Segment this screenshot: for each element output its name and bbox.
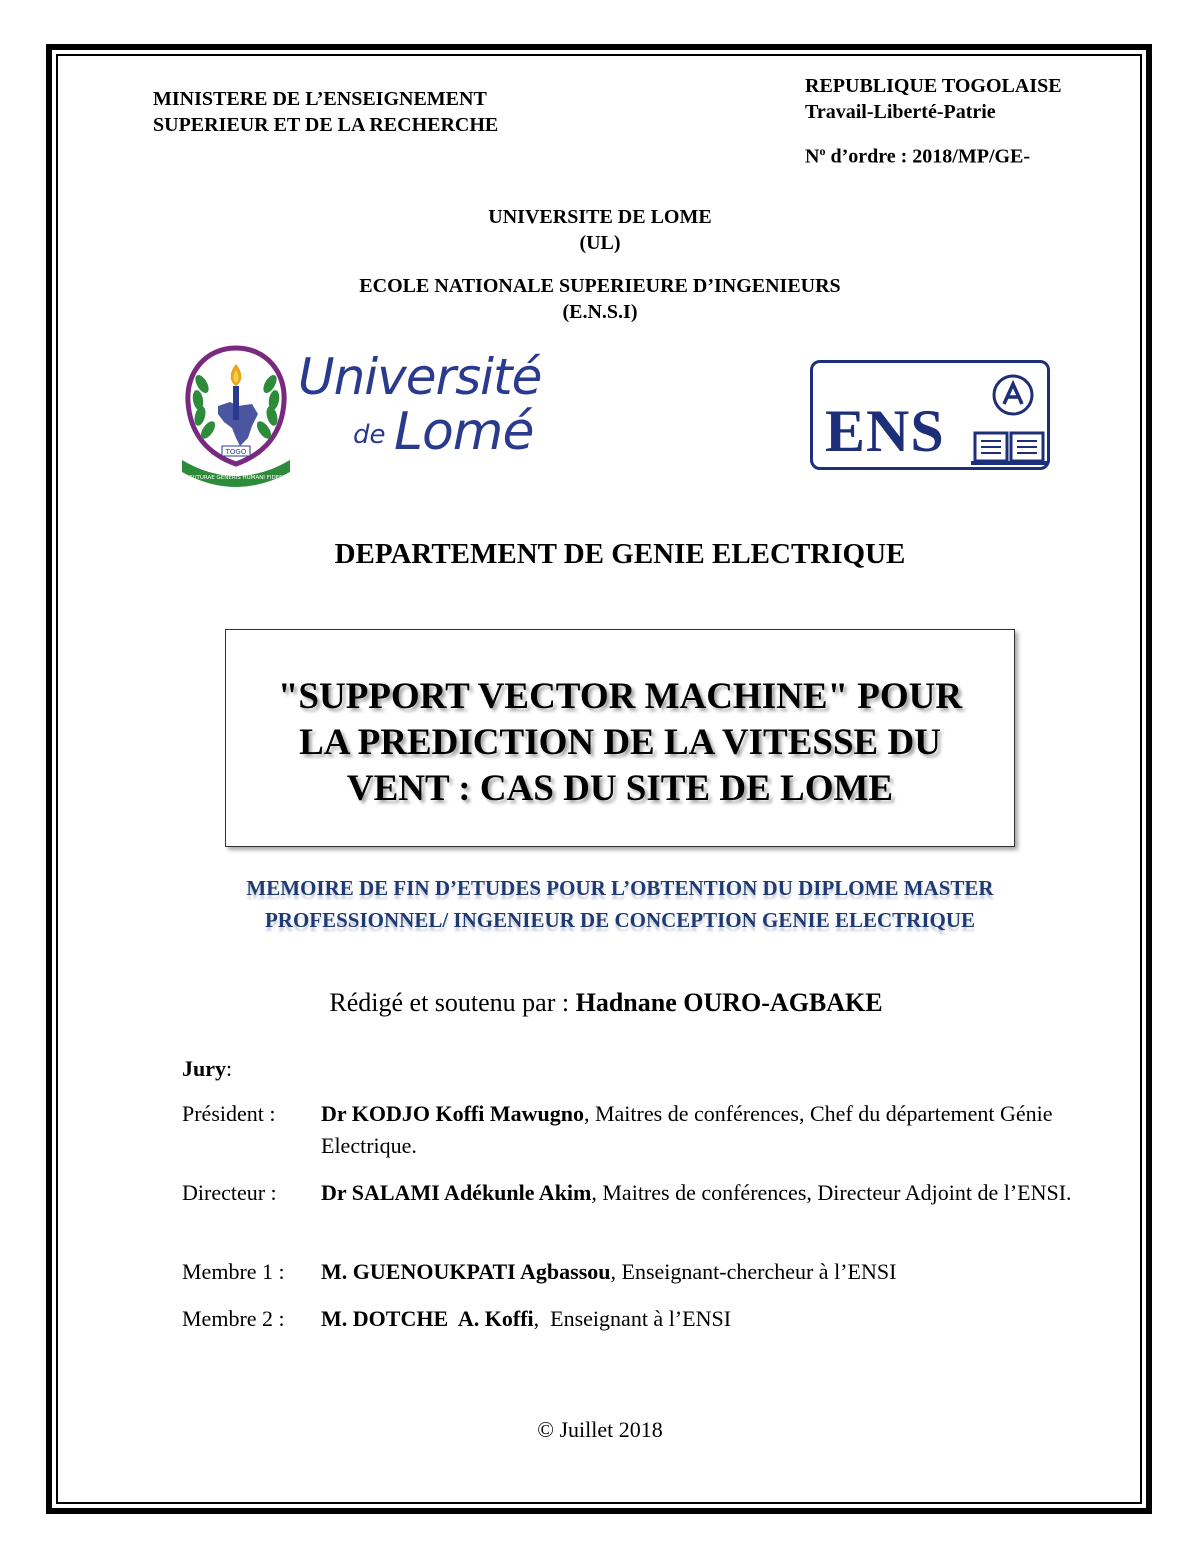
thesis-title-box: [225, 629, 1015, 847]
department-title: DEPARTEMENT DE GENIE ELECTRIQUE: [334, 538, 906, 570]
jury-colon: :: [226, 1056, 233, 1081]
author-name: Hadnane OURO-AGBAKE: [575, 988, 883, 1017]
logo-text-lome: Lomé: [394, 402, 534, 462]
jury-member-detail: , Maitres de conférences, Chef du département Génie Electrique.: [321, 1101, 1053, 1158]
jury-member-detail: , Enseignant à l’ENSI: [533, 1306, 732, 1331]
author-line: [0, 988, 1200, 1018]
jury-role: Membre 2 :: [182, 1306, 285, 1331]
republic-heading: [805, 73, 1062, 125]
jury-heading: [182, 1056, 232, 1082]
ensi-logo: [810, 360, 1050, 470]
document-date: © Juillet 2018: [537, 1417, 663, 1442]
jury-member-name: M. GUENOUKPATI Agbassou: [321, 1259, 611, 1284]
school-abbr: (E.N.S.I): [562, 301, 638, 323]
order-superscript: o: [819, 144, 826, 158]
emblem-badge-text: TOGO: [225, 448, 247, 456]
memoire-subtitle: [0, 872, 1200, 936]
order-number: [805, 144, 1030, 169]
jury-member-name: M. DOTCHE A. Koffi: [321, 1306, 534, 1331]
republic-motto: Travail-Liberté-Patrie: [805, 101, 996, 123]
school-block: [0, 273, 1200, 325]
republic-name: REPUBLIQUE TOGOLAISE: [805, 75, 1062, 97]
jury-role: Membre 1 :: [182, 1259, 285, 1284]
author-prefix: Rédigé et soutenu par :: [329, 988, 576, 1017]
thesis-title-line-1: "SUPPORT VECTOR MACHINE" POUR: [277, 676, 963, 717]
logo-text-universite: Université: [298, 348, 542, 406]
university-block: [0, 204, 1200, 256]
jury-detail: [321, 1303, 1111, 1335]
memoire-line-2: PROFESSIONNEL/ INGENIEUR DE CONCEPTION GENIE ELECTRIQUE: [264, 908, 976, 932]
open-book-icon: [971, 425, 1047, 465]
memoire-line-1: MEMOIRE DE FIN D’ETUDES POUR L’OBTENTION DU DIPLOME MASTER: [246, 876, 994, 900]
jury-member-name: Dr SALAMI Adékunle Akim: [321, 1180, 592, 1205]
jury-label: Jury: [182, 1056, 226, 1081]
logo-text-de: de: [353, 420, 386, 450]
jury-detail: [321, 1098, 1111, 1162]
jury-detail: [321, 1256, 1111, 1288]
universite-de-lome-logo: [178, 342, 548, 492]
logo-text-ens: ENS: [825, 398, 945, 464]
jury-member-detail: , Enseignant-chercheur à l’ENSI: [610, 1259, 897, 1284]
thesis-title: [226, 674, 1014, 812]
order-prefix: N: [805, 145, 820, 168]
university-name: UNIVERSITE DE LOME: [488, 206, 712, 228]
ministry-heading: [153, 86, 498, 138]
jury-member-detail: , Maitres de conférences, Directeur Adjoint de l’ENSI.: [591, 1180, 1072, 1205]
jury-detail: [321, 1177, 1111, 1209]
jury-role: Directeur :: [182, 1180, 277, 1205]
school-name: ECOLE NATIONALE SUPERIEURE D’INGENIEURS: [359, 275, 841, 297]
university-emblem-icon: [178, 342, 294, 492]
thesis-title-line-2: LA PREDICTION DE LA VITESSE DU: [299, 722, 941, 763]
emblem-ribbon-text: FUTURAE GENERIS HUMANI FIDES: [189, 475, 283, 481]
jury-member-name: Dr KODJO Koffi Mawugno: [321, 1101, 584, 1126]
thesis-title-line-3: VENT : CAS DU SITE DE LOME: [346, 768, 894, 809]
jury-role: Président :: [182, 1101, 276, 1126]
ministry-line-1: MINISTERE DE L’ENSEIGNEMENT: [153, 88, 487, 110]
letter-a-circle-icon: [991, 373, 1035, 417]
ministry-line-2: SUPERIEUR ET DE LA RECHERCHE: [153, 114, 499, 136]
order-value: d’ordre : 2018/MP/GE-: [825, 145, 1031, 168]
university-abbr: (UL): [579, 232, 621, 254]
